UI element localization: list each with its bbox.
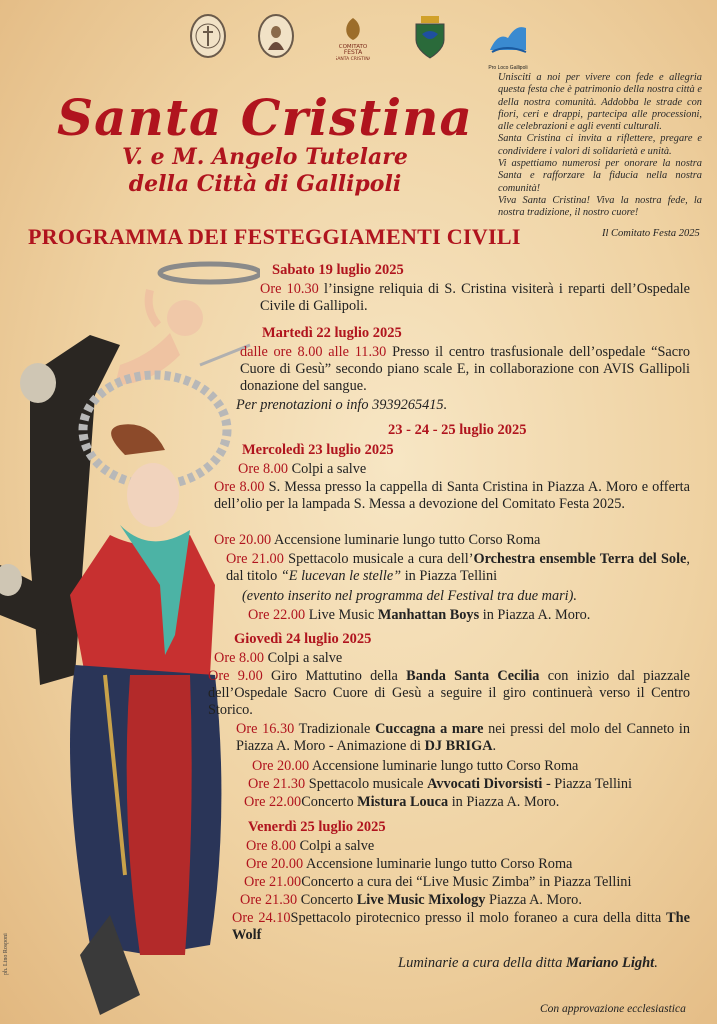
logo-pro-loco [486,14,530,71]
event-text: l’insigne reliquia di S. Cristina visiterà i reparti dell’Ospedale Civile di Gallipoli. [260,281,690,314]
event-text: Colpi a salve [264,650,343,666]
day-heading-venerdi: Venerdì 25 luglio 2025 [248,819,386,835]
event-performer: Live Music Mixology [356,892,486,908]
logo-parish [190,14,226,58]
luminarie-text-end: . [654,955,658,971]
intro-paragraph-4: Viva Santa Cristina! Viva la nostra fede, la nostra tradizione, il nostro cuore! [498,194,702,219]
title-line-3: della Città di Gallipoli [128,171,402,197]
event-mercoledi-4 [226,551,690,585]
logo-comitato-festa [336,14,370,62]
event-venerdi-4 [240,892,582,909]
event-mercoledi-3 [214,532,540,549]
logo-pro-loco-text: Pro Loco Gallipoli [488,65,528,71]
event-text: Concerto [301,794,358,810]
event-performer: Manhattan Boys [377,607,480,623]
event-text: Accensione luminarie lungo tutto Corso Roma [309,758,579,774]
event-mercoledi-2 [214,479,690,513]
event-time: Ore 22.00 [244,794,302,810]
event-text: , dal titolo [226,551,690,584]
event-venerdi-3 [244,874,631,891]
luminarie-credit [398,955,658,972]
day-heading-martedi: Martedì 22 luglio 2025 [262,325,402,341]
event-performer: The Wolf [232,910,690,943]
event-performer: Avvocati Divorsisti [427,776,543,792]
intro-text [498,72,702,220]
event-time: Ore 8.00 [214,479,265,495]
event-text: - Piazza Tellini [542,776,633,792]
event-mercoledi-1 [238,461,366,478]
event-time: Ore 21.00 [244,874,302,890]
event-text: . [492,738,497,754]
event-time: Ore 20.00 [214,532,272,548]
program-heading: PROGRAMMA DEI FESTEGGIAMENTI CIVILI [28,224,521,249]
event-title: “E lucevan le stelle” [280,568,402,584]
event-time: Ore 22.00 [248,607,306,623]
event-time: Ore 8.00 [238,461,289,477]
title-line-2: V. e M. Angelo Tutelare [122,144,408,170]
event-giovedi-6 [244,794,559,811]
event-performer: Cuccagna a mare [375,721,484,737]
event-time: Ore 21.00 [226,551,284,567]
event-text: Accensione luminarie lungo tutto Corso Roma [303,856,573,872]
event-venerdi-2 [246,856,572,873]
event-performer: DJ BRIGA [424,738,493,754]
date-range-heading: 23 - 24 - 25 luglio 2025 [388,422,527,438]
event-time: Ore 21.30 [240,892,298,908]
event-giovedi-3 [236,721,690,755]
intro-paragraph-2: Santa Cristina ci invita a riflettere, pregare e condividere i valori di solidarietà e unità. [498,133,702,157]
svg-text:SANTA CRISTINA: SANTA CRISTINA [336,57,370,62]
day-heading-mercoledi: Mercoledì 23 luglio 2025 [242,442,394,458]
event-performer: Banda Santa Cecilia [406,668,540,684]
logo-row [190,12,530,71]
event-performer: Mistura Louca [357,794,449,810]
event-text: Accensione luminarie lungo tutto Corso Roma [271,532,541,548]
event-mercoledi-5 [248,607,590,624]
event-performer: Orchestra ensemble Terra del Sole [473,551,687,567]
event-venerdi-1 [246,838,374,855]
event-time: Ore 24.10 [232,910,291,926]
event-time: Ore 16.30 [236,721,295,737]
event-text: con inizio dal piazzale dell’Ospedale Sacro Cuore di Gesù a seguire il giro continuerà verso il Centro Storico. [208,668,690,718]
comitato-signature: Il Comitato Festa 2025 [602,228,700,239]
event-giovedi-5 [248,776,632,793]
event-mercoledi-4-note: (evento inserito nel programma del Festival tra due mari). [242,588,577,604]
event-text: Colpi a salve [296,838,375,854]
event-text: in Piazza Tellini [401,568,498,584]
logo-madonna [258,14,294,58]
event-time: dalle ore 8.00 alle 11.30 [240,344,387,360]
svg-text:COMITATO: COMITATO [338,44,368,50]
event-text: Live Music [305,607,378,623]
event-giovedi-4 [252,758,578,775]
saint-figure [70,424,221,1015]
event-text: Giro Mattutino della [262,668,407,684]
event-text: in Piazza A. Moro. [479,607,591,623]
event-text: Presso il centro trasfusionale dell’ospedale “Sacro Cuore di Gesù” secondo piano scale E, in collaborazione con AVIS Gallipoli donazione del sangue. [240,344,691,394]
day-heading-giovedi: Giovedì 24 luglio 2025 [234,631,372,647]
event-text: Colpi a salve [288,461,367,477]
event-time: Ore 20.00 [252,758,310,774]
event-text: Concerto [297,892,357,908]
event-time: Ore 21.30 [248,776,306,792]
event-giovedi-2 [208,668,690,719]
cherub-figure [115,264,260,385]
event-text: S. Messa presso la cappella di Santa Cristina in Piazza A. Moro e offerta dell’olio per la lampada S. Messa a devozione del Comitato Festa 2025. [214,479,690,512]
photo-credit: ph. Lino Rosponi [3,933,9,975]
luminarie-company: Mariano Light [565,955,655,971]
event-time: Ore 8.00 [246,838,297,854]
event-sabato-1 [260,281,690,315]
event-giovedi-1 [214,650,342,667]
svg-text:FESTA: FESTA [343,49,363,56]
event-text: Concerto a cura dei “Live Music Zimba” in Piazza Tellini [301,874,632,890]
santa-cristina-statue-image [0,255,260,1024]
event-text: Spettacolo pirotecnico presso il molo foraneo a cura della ditta [290,910,667,926]
luminarie-text: Luminarie a cura della ditta [398,955,566,971]
logo-city-crest [412,14,448,58]
event-time: Ore 9.00 [208,668,263,684]
ecclesiastical-approval: Con approvazione ecclesiastica [540,1003,686,1015]
event-text: Piazza A. Moro. [485,892,582,908]
day-heading-sabato: Sabato 19 luglio 2025 [272,262,404,278]
event-venerdi-5 [232,910,690,944]
event-text: Spettacolo musicale [305,776,428,792]
event-martedi-1 [240,344,690,395]
event-text: nei pressi del molo del Canneto in Piazza A. Moro - Animazione di [236,721,690,754]
event-text: Tradizionale [294,721,376,737]
event-text: in Piazza A. Moro. [448,794,560,810]
event-time: Ore 20.00 [246,856,304,872]
intro-paragraph-1: Unisciti a noi per vivere con fede e allegria questa festa che è patrimonio della nostra città e della nostra comunità. Addobba le strade con fiori, ceri e drappi, partecipa alle processioni, alle celebrazioni e agli eventi culturali. [498,72,702,133]
event-text: Spettacolo musicale a cura dell’ [283,551,474,567]
intro-paragraph-3: Vi aspettiamo numerosi per onorare la nostra Santa e rafforzare la fiducia nella nostra comunità! [498,158,702,194]
event-martedi-note: Per prenotazioni o info 3939265415. [236,397,448,413]
event-time: Ore 10.30 [260,281,319,297]
event-time: Ore 8.00 [214,650,265,666]
page-title: Santa Cristina [57,88,473,147]
